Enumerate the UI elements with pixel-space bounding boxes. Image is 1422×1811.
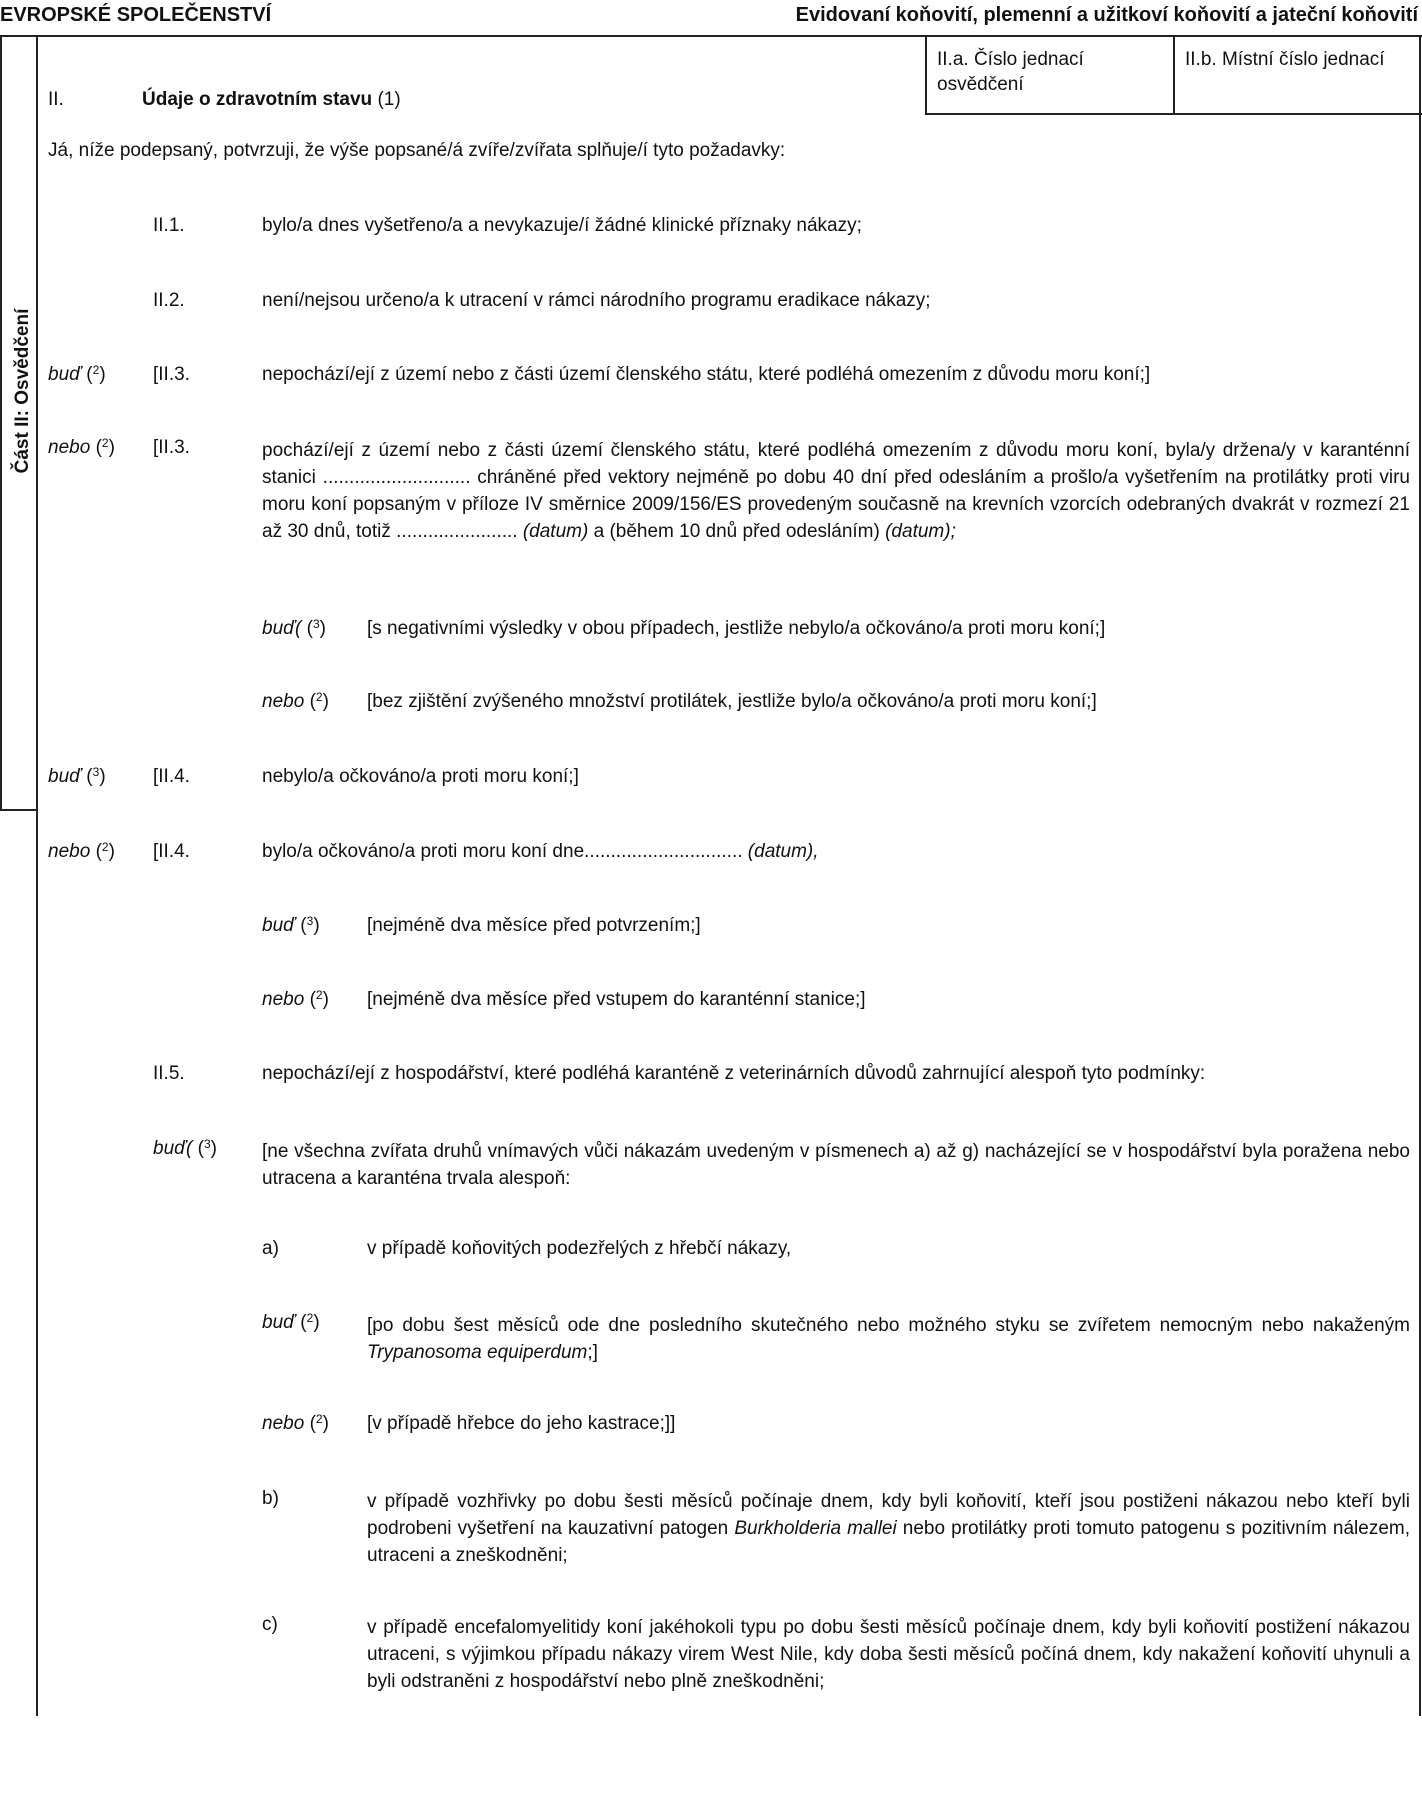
row-num-ii2: II.2. — [153, 290, 185, 311]
row-text-a: v případě koňovitých podezřelých z hřebčí nákazy, — [367, 1238, 792, 1259]
row-num-ii3a: [II.3. — [153, 364, 190, 385]
intro-text: Já, níže podepsaný, potvrzuji, že výše popsané/á zvíře/zvířata splňuje/í tyto požadavky: — [48, 140, 786, 161]
row-num-ii5: II.5. — [153, 1063, 185, 1084]
row-text-a-either: [po dobu šest měsíců ode dne posledního skutečného nebo možného styku se zvířetem nemocným nebo nakaženým Trypanosoma equiperdum;] — [367, 1315, 1410, 1363]
option-marker: nebo ($^2$) — [48, 840, 115, 862]
option-marker: buď( ($^3$) — [153, 1137, 217, 1159]
letter-b: b) — [262, 1488, 279, 1509]
option-marker: buď ($^3$) — [262, 914, 320, 936]
cell-certificate-number — [925, 35, 1175, 115]
section-number: II. — [48, 89, 64, 110]
option-marker: nebo ($^2$) — [262, 988, 329, 1010]
row-text-ii5: nepochází/ejí z hospodářství, které podléhá karanténě z veterinárních důvodů zahrnující alespoň tyto podmínky: — [262, 1063, 1206, 1084]
row-text-b: v případě vozhřivky po dobu šesti měsíců počínaje dnem, kdy byli koňovití, kteří jsou postiženi nákazou nebo kteří byli podrobeni vyšetření na kauzativní patogen Burkholderia mallei nebo protilátky proti tomuto patogenu s pozitivním nálezem, utraceni a zneškodněni; — [367, 1491, 1411, 1566]
sidebar-label: Část II: Osvědčení — [12, 308, 33, 474]
row-num-ii4a: [II.4. — [153, 766, 190, 787]
section-title: Údaje o zdravotním stavu — [142, 89, 373, 110]
option-marker: nebo ($^2$) — [262, 1412, 329, 1434]
cell-iib-label: II.b. Místní číslo jednací — [1185, 49, 1385, 70]
right-rule — [1419, 35, 1421, 1716]
option-marker: nebo ($^2$) — [48, 436, 115, 458]
row-text-sub2: [bez zjištění zvýšeného množství protilátek, jestliže bylo/a očkováno/a proti moru koní;] — [367, 691, 1097, 712]
row-text-ii2: není/nejsou určeno/a k utracení v rámci národního programu eradikace nákazy; — [262, 290, 931, 311]
option-marker: nebo ($^2$) — [262, 690, 329, 712]
header-left: EVROPSKÉ SPOLEČENSTVÍ — [0, 4, 272, 26]
row-text-a-or: [v případě hřebce do jeho kastrace;]] — [367, 1413, 676, 1434]
letter-a: a) — [262, 1238, 279, 1259]
option-marker: buď ($^2$) — [262, 1311, 320, 1333]
row-text-sub1: [s negativními výsledky v obou případech, jestliže nebylo/a očkováno/a proti moru koní;] — [367, 618, 1106, 639]
row-text-sub3: [nejméně dva měsíce před potvrzením;] — [367, 915, 701, 936]
header-right: Evidovaní koňovití, plemenní a užitkoví koňovití a jateční koňovití — [795, 4, 1418, 26]
section-title-wrap — [142, 89, 401, 111]
row-num-ii1: II.1. — [153, 215, 185, 236]
option-marker: buď( ($^3$) — [262, 617, 326, 639]
row-text-ii4b: bylo/a očkováno/a proti moru koní dne.............................. (datum), — [262, 841, 819, 862]
row-text-ii4a: nebylo/a očkováno/a proti moru koní;] — [262, 766, 579, 787]
row-text-sub4: [nejméně dva měsíce před vstupem do karanténní stanice;] — [367, 989, 866, 1010]
option-marker: buď ($^2$) — [48, 363, 106, 385]
row-text-c: v případě encefalomyelitidy koní jakéhokoli typu po dobu šesti měsíců počínaje dnem, kdy byli koňovití postižení nákazou utraceni, s výjimkou případu nákazy virem West Nile, kdy doba šesti měsíců počíná dnem, kdy nakažení koňovití uhynuli a byli odstraněni z hospodářství nebo plně zneškodněni; — [367, 1617, 1410, 1692]
row-text-ii1: bylo/a dnes vyšetřeno/a a nevykazuje/í žádné klinické příznaky nákazy; — [262, 215, 862, 236]
cell-local-number — [1173, 35, 1422, 115]
row-text-ii3b: pochází/ejí z území nebo z části území členského státu, které podléhá omezením z důvodu moru koní, byla/y držena/y v karanténní stanici ............................ chráněné před vektory nejméně po dobu 40 dní před odesláním a prošlo/a vyšetřením na protilátky proti viru moru koní popsaným v příloze IV směrnice 2009/156/ES provedeným současně na krevních vzorcích odebraných dvakrát v rozmezí 21 až 30 dnů, totiž ....................... (datum) a (během 10 dnů před odesláním) (datum); — [262, 440, 1410, 542]
row-text-ii3a: nepochází/ejí z území nebo z části území členského státu, které podléhá omezením z důvodu moru koní;] — [262, 364, 1151, 385]
section-note: (1) — [377, 89, 401, 110]
row-text-ii5-either: [ne všechna zvířata druhů vnímavých vůči nákazám uvedeným v písmenech a) až g) nacházející se v hospodářství byla poražena nebo utracena a karanténa trvala alespoň: — [262, 1141, 1410, 1189]
row-num-ii3b: [II.3. — [153, 437, 190, 458]
option-marker: buď ($^3$) — [48, 765, 106, 787]
letter-c: c) — [262, 1614, 278, 1635]
row-num-ii4b: [II.4. — [153, 841, 190, 862]
cell-iia-label: II.a. Číslo jednací osvědčení — [937, 49, 1084, 95]
left-rule — [36, 811, 38, 1716]
